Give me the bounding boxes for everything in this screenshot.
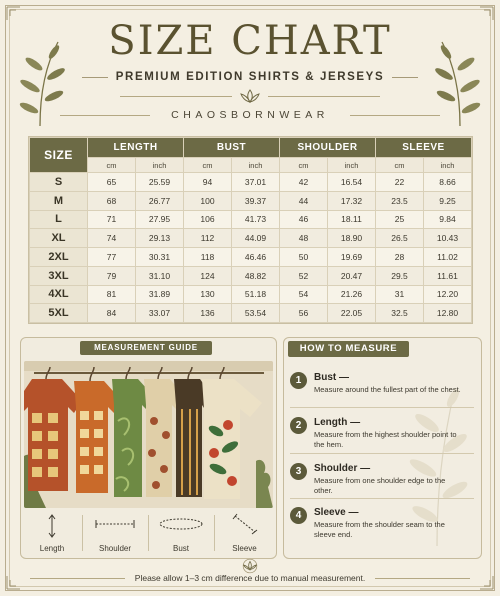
value-cell: 46.46 xyxy=(232,248,280,267)
step-heading: Shoulder — xyxy=(314,463,371,474)
table-row xyxy=(30,229,472,248)
lotus-icon xyxy=(239,88,261,104)
size-header: SIZE xyxy=(30,138,88,173)
step-divider xyxy=(290,453,474,454)
value-cell: 46 xyxy=(280,210,328,229)
value-cell: 22 xyxy=(376,173,424,192)
step-description: Measure from one shoulder edge to the other. xyxy=(314,476,446,495)
value-cell: 68 xyxy=(88,191,136,210)
shoulder-header: SHOULDER xyxy=(280,138,376,158)
value-cell: 52 xyxy=(280,266,328,285)
value-cell: 130 xyxy=(184,285,232,304)
step-heading: Length — xyxy=(314,417,361,428)
value-cell: 29.13 xyxy=(136,229,184,248)
value-cell: 23.5 xyxy=(376,191,424,210)
unit-cell: cm xyxy=(376,158,424,173)
size-rows xyxy=(30,173,472,323)
footer-note: Please allow 1–3 cm difference due to manual measurement. xyxy=(134,573,366,583)
step-number: 1 xyxy=(290,372,307,389)
value-cell: 81 xyxy=(88,285,136,304)
value-cell: 136 xyxy=(184,304,232,323)
value-cell: 31 xyxy=(376,285,424,304)
step-divider xyxy=(290,498,474,499)
bust-guide-label: Bust xyxy=(172,544,189,553)
value-cell: 118 xyxy=(184,248,232,267)
value-cell: 41.73 xyxy=(232,210,280,229)
table-row xyxy=(30,304,472,323)
table-row xyxy=(30,210,472,229)
length-arrow-icon xyxy=(47,514,57,538)
divider-rule xyxy=(120,96,232,97)
size-cell: 2XL xyxy=(30,248,88,267)
unit-cell: cm xyxy=(280,158,328,173)
step-heading: Bust — xyxy=(314,372,349,383)
value-cell: 18.90 xyxy=(328,229,376,248)
size-cell: 5XL xyxy=(30,304,88,323)
step-number: 3 xyxy=(290,463,307,480)
value-cell: 32.5 xyxy=(376,304,424,323)
step-description: Measure from the highest shoulder point to the hem. xyxy=(314,430,457,449)
value-cell: 65 xyxy=(88,173,136,192)
value-cell: 124 xyxy=(184,266,232,285)
value-cell: 25.59 xyxy=(136,173,184,192)
value-cell: 25 xyxy=(376,210,424,229)
bust-header: BUST xyxy=(184,138,280,158)
length-header: LENGTH xyxy=(88,138,184,158)
icon-divider xyxy=(82,515,83,551)
value-cell: 77 xyxy=(88,248,136,267)
value-cell: 106 xyxy=(184,210,232,229)
value-cell: 20.47 xyxy=(328,266,376,285)
value-cell: 12.80 xyxy=(424,304,472,323)
value-cell: 18.11 xyxy=(328,210,376,229)
value-cell: 54 xyxy=(280,285,328,304)
value-cell: 9.25 xyxy=(424,191,472,210)
table-row xyxy=(30,248,472,267)
size-cell: S xyxy=(30,173,88,192)
hanging-shirts-illustration xyxy=(24,361,273,508)
value-cell: 71 xyxy=(88,210,136,229)
unit-cell: inch xyxy=(328,158,376,173)
step-number: 2 xyxy=(290,417,307,434)
value-cell: 29.5 xyxy=(376,266,424,285)
icon-divider xyxy=(148,515,149,551)
value-cell: 51.18 xyxy=(232,285,280,304)
value-cell: 112 xyxy=(184,229,232,248)
value-cell: 11.61 xyxy=(424,266,472,285)
value-cell: 42 xyxy=(280,173,328,192)
value-cell: 100 xyxy=(184,191,232,210)
value-cell: 44 xyxy=(280,191,328,210)
shoulder-arrow-icon xyxy=(94,519,136,529)
divider-rule xyxy=(350,115,440,116)
value-cell: 48.82 xyxy=(232,266,280,285)
unit-cell: cm xyxy=(184,158,232,173)
step-description: Measure from the shoulder seam to the sleeve end. xyxy=(314,520,445,539)
value-cell: 21.26 xyxy=(328,285,376,304)
value-cell: 33.07 xyxy=(136,304,184,323)
value-cell: 16.54 xyxy=(328,173,376,192)
value-cell: 22.05 xyxy=(328,304,376,323)
value-cell: 31.89 xyxy=(136,285,184,304)
shoulder-guide-label: Shoulder xyxy=(98,544,132,553)
value-cell: 44.09 xyxy=(232,229,280,248)
value-cell: 74 xyxy=(88,229,136,248)
value-cell: 39.37 xyxy=(232,191,280,210)
sleeve-arrow-icon xyxy=(232,513,258,535)
unit-cell: inch xyxy=(424,158,472,173)
unit-cell: inch xyxy=(136,158,184,173)
unit-cell: cm xyxy=(88,158,136,173)
sleeve-guide-label: Sleeve xyxy=(232,544,257,553)
measurement-icons-row xyxy=(24,511,273,555)
value-cell: 19.69 xyxy=(328,248,376,267)
size-cell: 4XL xyxy=(30,285,88,304)
value-cell: 84 xyxy=(88,304,136,323)
sleeve-guide xyxy=(216,511,273,555)
shirts-photo xyxy=(24,361,273,508)
table-row xyxy=(30,191,472,210)
value-cell: 11.02 xyxy=(424,248,472,267)
step-number: 4 xyxy=(290,507,307,524)
value-cell: 8.66 xyxy=(424,173,472,192)
step-heading: Sleeve — xyxy=(314,507,359,518)
value-cell: 30.31 xyxy=(136,248,184,267)
value-cell: 10.43 xyxy=(424,229,472,248)
table-row xyxy=(30,266,472,285)
value-cell: 37.01 xyxy=(232,173,280,192)
lotus-icon xyxy=(240,558,260,574)
value-cell: 26.5 xyxy=(376,229,424,248)
value-cell: 26.77 xyxy=(136,191,184,210)
length-guide-label: Length xyxy=(39,544,65,553)
size-cell: XL xyxy=(30,229,88,248)
value-cell: 27.95 xyxy=(136,210,184,229)
size-cell: 3XL xyxy=(30,266,88,285)
icon-divider xyxy=(214,515,215,551)
page-title: SIZE CHART xyxy=(108,18,392,64)
step-description: Measure around the fullest part of the chest. xyxy=(314,385,461,394)
bust-ellipse-icon xyxy=(158,517,204,531)
value-cell: 53.54 xyxy=(232,304,280,323)
shoulder-guide xyxy=(84,511,146,555)
size-cell: M xyxy=(30,191,88,210)
value-cell: 94 xyxy=(184,173,232,192)
value-cell: 79 xyxy=(88,266,136,285)
length-guide xyxy=(24,511,80,555)
how-to-measure-title: HOW TO MEASURE xyxy=(288,341,409,357)
table-row xyxy=(30,173,472,192)
value-cell: 50 xyxy=(280,248,328,267)
step-divider xyxy=(290,407,474,408)
brand-name: CHAOSBORNWEAR xyxy=(171,109,329,121)
value-cell: 12.20 xyxy=(424,285,472,304)
value-cell: 28 xyxy=(376,248,424,267)
size-table xyxy=(28,136,473,324)
divider-rule xyxy=(268,96,380,97)
unit-row xyxy=(30,158,472,173)
value-cell: 17.32 xyxy=(328,191,376,210)
divider-rule xyxy=(60,115,150,116)
value-cell: 31.10 xyxy=(136,266,184,285)
unit-cell: inch xyxy=(232,158,280,173)
page-subtitle: PREMIUM EDITION SHIRTS & JERSEYS xyxy=(115,71,385,83)
size-cell: L xyxy=(30,210,88,229)
measurement-guide-title: MEASUREMENT GUIDE xyxy=(80,341,212,355)
value-cell: 9.84 xyxy=(424,210,472,229)
sleeve-header: SLEEVE xyxy=(376,138,472,158)
value-cell: 56 xyxy=(280,304,328,323)
bust-guide xyxy=(150,511,212,555)
value-cell: 48 xyxy=(280,229,328,248)
table-row xyxy=(30,285,472,304)
